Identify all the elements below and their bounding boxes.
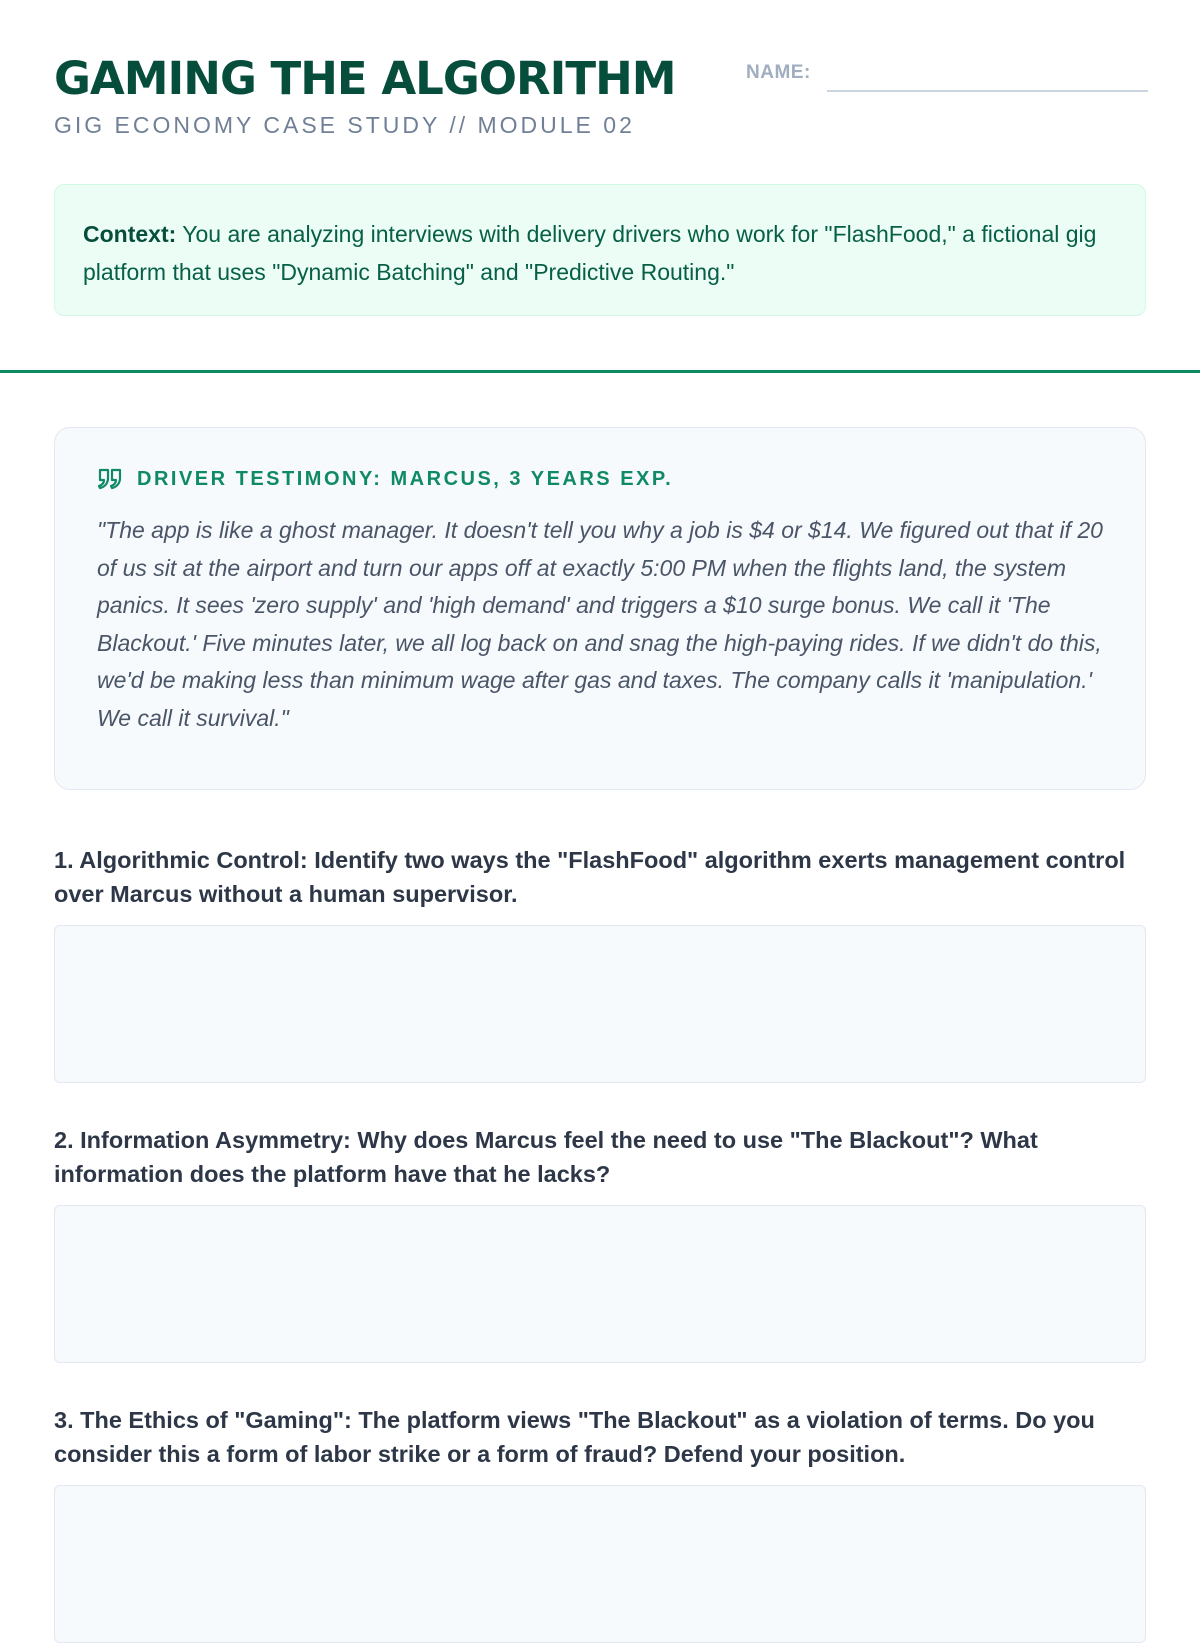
page-subtitle: GIG ECONOMY CASE STUDY // MODULE 02 <box>54 112 635 138</box>
context-box <box>54 184 1146 316</box>
page-title: GAMING THE ALGORITHM <box>54 52 676 105</box>
context-label: Context: <box>83 221 177 247</box>
answer-box-1[interactable] <box>54 925 1146 1083</box>
question-1: 1. Algorithmic Control: Identify two ways the "FlashFood" algorithm exerts management control over Marcus without a human supervisor. <box>54 847 1126 907</box>
testimony-card <box>54 427 1146 790</box>
question-2: 2. Information Asymmetry: Why does Marcus feel the need to use "The Blackout"? What information does the platform have that he lacks? <box>54 1127 1038 1187</box>
answer-box-2[interactable] <box>54 1205 1146 1363</box>
name-label: NAME: <box>746 62 811 83</box>
answer-box-3[interactable] <box>54 1485 1146 1643</box>
section-divider <box>0 370 1200 373</box>
testimony-quote: "The app is like a ghost manager. It doesn't tell you why a job is $4 or $14. We figured out that if 20 of us sit at the airport and turn our apps off at exactly 5:00 PM when the flights land, the system panics. It sees 'zero supply' and 'high demand' and triggers a $10 surge bonus. We call it 'The Blackout.' Five minutes later, we all log back on and snag the high-paying rides. If we didn't do this, we'd be making less than minimum wage after gas and taxes. The company calls it 'manipulation.' We call it survival." <box>97 517 1103 731</box>
testimony-header <box>97 464 1103 494</box>
quote-icon <box>97 466 123 492</box>
question-3: 3. The Ethics of "Gaming": The platform views "The Blackout" as a violation of terms. Do you consider this a form of labor strike or a form of fraud? Defend your position. <box>54 1407 1095 1467</box>
header <box>54 50 1148 150</box>
context-text: You are analyzing interviews with delivery drivers who work for "FlashFood," a fictional gig platform that uses "Dynamic Batching" and "Predictive Routing." <box>83 221 1097 285</box>
name-field[interactable] <box>827 90 1148 92</box>
testimony-label: DRIVER TESTIMONY: MARCUS, 3 YEARS EXP. <box>137 467 674 490</box>
